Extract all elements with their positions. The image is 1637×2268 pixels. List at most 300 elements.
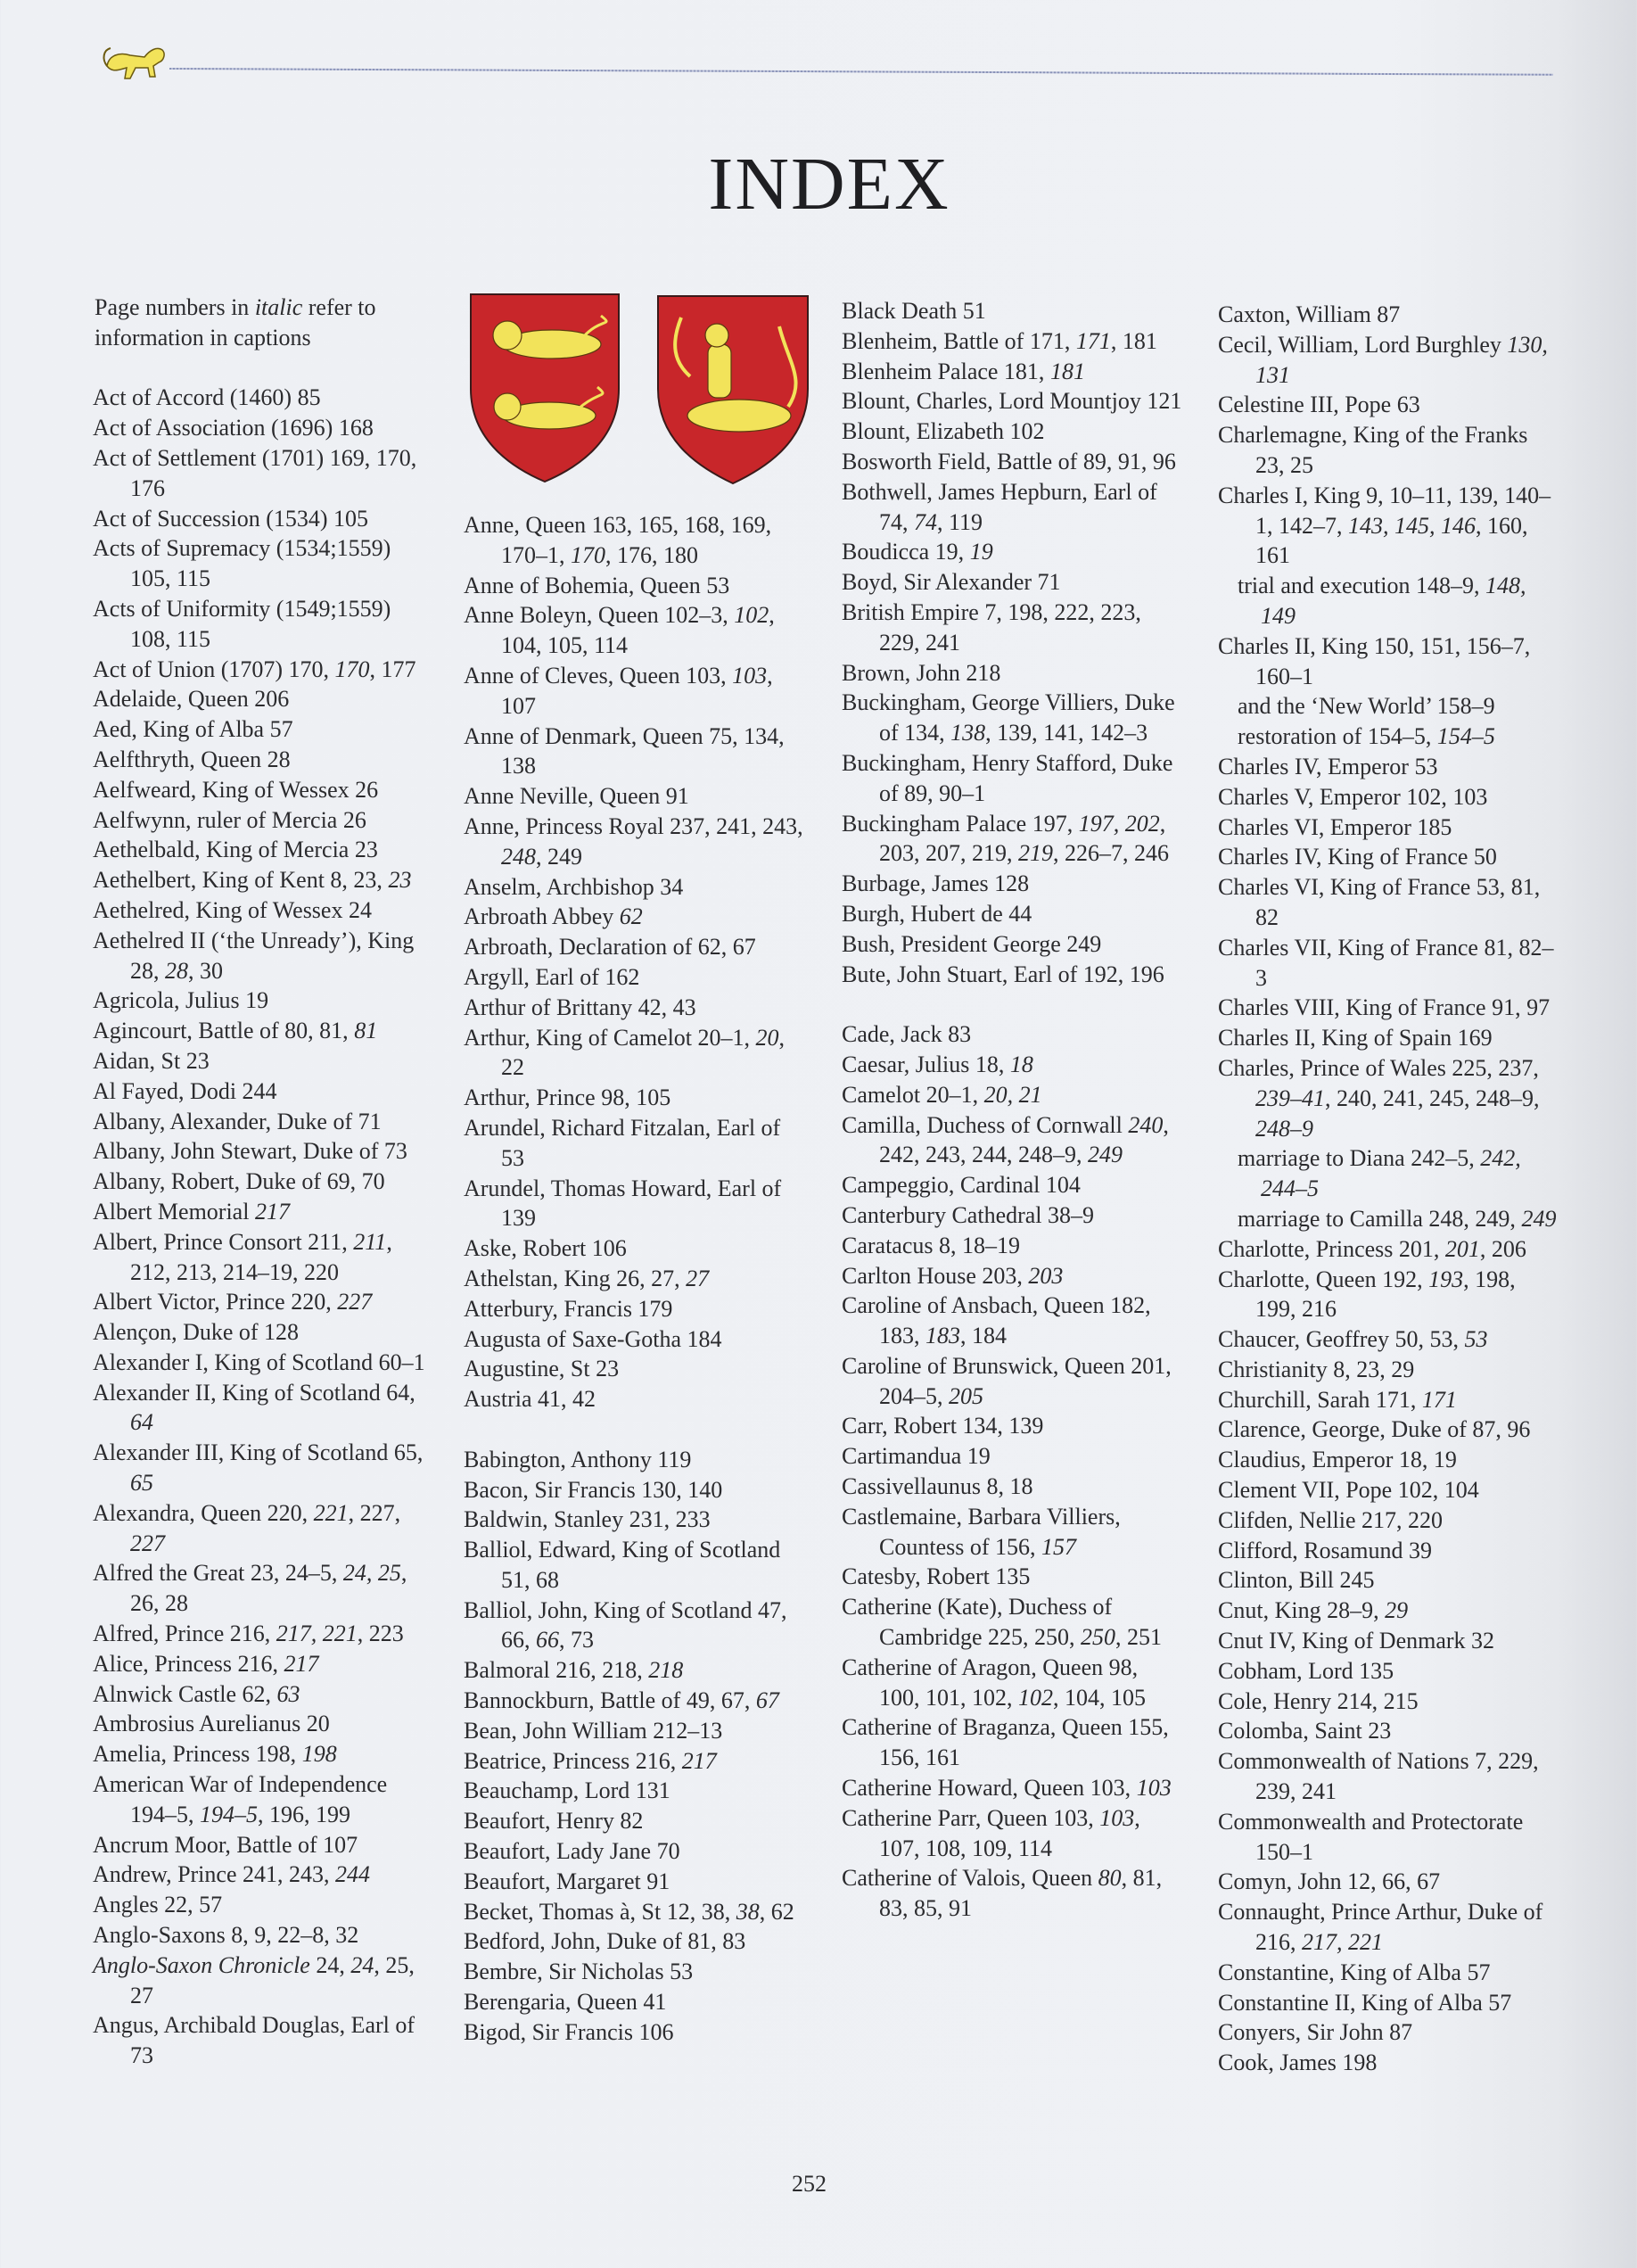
index-entry <box>93 1016 433 1046</box>
index-entry <box>842 1351 1182 1412</box>
index-entry <box>93 1136 433 1167</box>
caption-page-ref: 157 <box>1041 1533 1076 1560</box>
index-entry <box>93 865 433 895</box>
index-entry <box>842 748 1182 809</box>
entry-text: , 119 <box>937 508 983 535</box>
index-entry <box>1218 782 1559 812</box>
entry-text: Constantine II, King of Alba 57 <box>1218 1989 1512 2016</box>
entry-text: Agincourt, Battle of 80, 81, <box>93 1018 355 1044</box>
entry-text: , 176, 180 <box>605 541 698 568</box>
entry-text: Anne of Bohemia, Queen 53 <box>464 572 730 598</box>
caption-page-ref: 130, 131 <box>1255 331 1548 388</box>
entry-text: Arthur, Prince 98, 105 <box>464 1085 671 1111</box>
entry-text: Bigod, Sir Francis 106 <box>464 2018 674 2045</box>
index-entry <box>93 1679 433 1710</box>
entry-text: Arthur, King of Camelot 20–1, <box>464 1024 756 1051</box>
entry-text: Colomba, Saint 23 <box>1218 1718 1392 1744</box>
caption-page-ref: 248 <box>501 843 536 870</box>
index-entry <box>93 775 433 805</box>
entry-text: Agricola, Julius 19 <box>93 987 269 1014</box>
index-entry <box>464 1867 804 1897</box>
entry-text: , 104, 105 <box>1053 1684 1146 1711</box>
entry-text: Al Fayed, Dodi 244 <box>93 1077 277 1104</box>
entry-text: Anne, Queen 163, 165, 168, 169, 170–1, <box>464 512 772 568</box>
caption-page-ref: 201 <box>1444 1235 1480 1262</box>
entry-text: Act of Union (1707) 170, <box>93 656 335 682</box>
entry-text: Ambrosius Aurelianus 20 <box>93 1711 330 1737</box>
index-entry <box>464 1957 804 1987</box>
entry-text: Clifford, Rosamund 39 <box>1218 1537 1433 1563</box>
entry-text: Anne of Cleves, Queen 103, <box>464 662 733 689</box>
index-entry <box>93 413 433 443</box>
entry-text: , 81, 83, 85, 91 <box>879 1865 1163 1922</box>
entry-text: Bosworth Field, Battle of 89, 91, 96 <box>842 448 1176 474</box>
entry-text: Albany, John Stewart, Duke of 73 <box>93 1138 407 1165</box>
italic-note <box>93 293 433 353</box>
entry-text: Acts of Uniformity (1549;1559) 108, 115 <box>93 595 391 652</box>
index-entry <box>464 722 804 782</box>
entry-text: Bembre, Sir Nicholas 53 <box>464 1959 694 1985</box>
caption-page-ref: 181 <box>1049 358 1085 384</box>
caption-page-ref: 102 <box>734 602 769 629</box>
caption-page-ref: 170 <box>571 541 605 568</box>
caption-page-ref: 197, 202 <box>1078 810 1160 837</box>
entry-text: Albert Memorial <box>93 1198 255 1225</box>
entry-text: Charles II, King 150, 151, 156–7, 160–1 <box>1218 632 1531 689</box>
caption-page-ref: 19 <box>969 539 993 565</box>
caption-page-ref: 240 <box>1128 1111 1164 1138</box>
index-entry <box>93 2010 433 2071</box>
entry-text: Athelstan, King 26, 27, <box>464 1265 687 1291</box>
entry-text: Baldwin, Stanley 231, 233 <box>464 1506 711 1533</box>
index-entry <box>464 1445 804 1475</box>
entry-text: Acts of Supremacy (1534;1559) 105, 115 <box>93 535 391 592</box>
caption-page-ref: 103 <box>1099 1804 1135 1831</box>
entry-text: , 177 <box>369 656 416 682</box>
caption-page-ref: 67 <box>755 1687 779 1714</box>
entry-text: Camelot 20–1, <box>842 1081 984 1108</box>
caption-page-ref: 239–41 <box>1255 1085 1325 1111</box>
entry-text: Bush, President George 249 <box>842 930 1102 957</box>
entry-text: Buckingham, George Villiers, Duke of 134, <box>842 689 1175 746</box>
index-entry <box>464 1987 804 2017</box>
entry-text: Burgh, Hubert de 44 <box>842 900 1032 927</box>
caption-page-ref: 227 <box>337 1289 373 1315</box>
index-entry <box>464 1686 804 1716</box>
entry-text: Charlotte, Princess 201, <box>1218 1235 1445 1262</box>
entry-text: Alfred, Prince 216, <box>93 1621 276 1647</box>
caption-page-ref: 29 <box>1385 1597 1409 1624</box>
index-subentry <box>1218 691 1559 722</box>
entry-text: Charles VI, King of France 53, 81, 82 <box>1218 874 1541 930</box>
index-entry <box>1218 1807 1559 1868</box>
entry-text: Cobham, Lord 135 <box>1218 1657 1394 1684</box>
entry-text: Celestine III, Pope 63 <box>1218 392 1420 418</box>
index-entry <box>464 1264 804 1294</box>
index-entry <box>464 781 804 812</box>
index-entry <box>1218 1475 1559 1505</box>
entry-text: Charles, Prince of Wales 225, 237, <box>1218 1054 1539 1081</box>
index-entry <box>464 902 804 932</box>
entry-text: Aelfthryth, Queen 28 <box>93 746 291 772</box>
index-column-4 <box>1218 300 1559 2078</box>
index-entry <box>464 872 804 903</box>
index-entry <box>842 869 1182 899</box>
index-entry <box>842 386 1182 416</box>
entry-text: Argyll, Earl of 162 <box>464 963 640 990</box>
shield-two-lions-icon <box>471 294 619 482</box>
index-entry <box>1218 1958 1559 1988</box>
entry-text: Black Death 51 <box>842 298 986 324</box>
index-entry <box>93 1167 433 1197</box>
index-subentry <box>1218 1204 1559 1234</box>
index-entry <box>842 960 1182 990</box>
entry-text: , 196, 199 <box>258 1801 350 1827</box>
index-entry <box>842 1411 1182 1441</box>
index-entry <box>842 537 1182 567</box>
index-entry <box>842 326 1182 357</box>
caption-page-ref: Anglo-Saxon Chronicle <box>93 1951 310 1978</box>
entry-text: Bacon, Sir Francis 130, 140 <box>464 1476 723 1503</box>
caption-page-ref: 20 <box>755 1024 779 1051</box>
note-italic-word: italic <box>254 294 303 320</box>
entry-text: Carr, Robert 134, 139 <box>842 1413 1044 1439</box>
index-entry <box>1218 2017 1559 2048</box>
index-entry <box>842 1773 1182 1803</box>
entry-text: Albany, Alexander, Duke of 71 <box>93 1108 382 1134</box>
entry-text: Aed, King of Alba 57 <box>93 716 293 743</box>
index-entry <box>842 1472 1182 1502</box>
index-entry <box>464 600 804 661</box>
index-entry <box>93 926 433 986</box>
index-entry <box>93 443 433 504</box>
entry-text: Commonwealth of Nations 7, 229, 239, 241 <box>1218 1748 1539 1805</box>
index-entry <box>842 1863 1182 1924</box>
caption-page-ref: 217, 221 <box>276 1621 358 1647</box>
entry-text: Catherine of Aragon, Queen 98, 100, 101, 102, <box>842 1654 1139 1711</box>
entry-text: Campeggio, Cardinal 104 <box>842 1172 1081 1199</box>
caption-page-ref: 27 <box>686 1265 710 1291</box>
entry-text: Cecil, William, Lord Burghley <box>1218 331 1508 358</box>
entry-text: Buckingham, Henry Stafford, Duke of 89, 90–1 <box>842 749 1173 806</box>
index-entry <box>464 1926 804 1957</box>
index-entry <box>93 1709 433 1739</box>
index-entry <box>464 962 804 993</box>
entry-text: Balliol, John, King of Scotland 47, 66, <box>464 1596 787 1654</box>
entry-text: Aethelbald, King of Mercia 23 <box>93 837 378 863</box>
entry-text: Arundel, Thomas Howard, Earl of 139 <box>464 1175 782 1232</box>
caption-page-ref: 62 <box>619 903 643 930</box>
entry-text: , 198, 199, 216 <box>1255 1266 1516 1323</box>
index-entry <box>842 567 1182 598</box>
entry-text: Act of Accord (1460) 85 <box>93 384 321 411</box>
entry-text: and the ‘New World’ 158–9 <box>1238 693 1495 720</box>
letter-group-gap <box>464 1414 804 1445</box>
index-entry <box>842 598 1182 658</box>
entry-text: Atterbury, Francis 179 <box>464 1295 673 1322</box>
caption-page-ref: 217, 221 <box>1302 1929 1383 1956</box>
index-entry <box>93 1920 433 1950</box>
entry-text: Cole, Henry 214, 215 <box>1218 1687 1419 1714</box>
entry-text: , 249 <box>536 843 582 870</box>
entry-text: Cartimandua 19 <box>842 1443 991 1470</box>
index-entry <box>464 1897 804 1927</box>
caption-page-ref: 244 <box>334 1861 370 1888</box>
index-entry <box>464 1596 804 1656</box>
entry-text: Caroline of Ansbach, Queen 182, 183, <box>842 1292 1151 1349</box>
index-entry <box>93 1287 433 1317</box>
entry-text: Augustine, St 23 <box>464 1356 620 1382</box>
index-entry <box>93 805 433 836</box>
entry-text: Austria 41, 42 <box>464 1386 596 1413</box>
index-entry <box>842 477 1182 538</box>
caption-page-ref: 203 <box>1028 1262 1064 1289</box>
entry-text: , 181 <box>1110 327 1157 354</box>
index-entry <box>1218 1988 1559 2018</box>
entry-text: Catherine Howard, Queen 103, <box>842 1775 1137 1802</box>
entry-text: trial and execution 148–9, <box>1238 573 1485 599</box>
index-entry <box>842 357 1182 387</box>
caption-page-ref: 80 <box>1098 1865 1122 1892</box>
entry-text: Cnut, King 28–9, <box>1218 1597 1386 1624</box>
entry-text: marriage to Camilla 248, 249, <box>1238 1205 1522 1232</box>
entry-text: American War of Independence 194–5, <box>93 1771 388 1827</box>
index-entry <box>1218 1265 1559 1325</box>
entry-text: Albany, Robert, Duke of 69, 70 <box>93 1168 385 1195</box>
entry-text: Catherine of Valois, Queen <box>842 1865 1098 1892</box>
entry-text: Anglo-Saxons 8, 9, 22–8, 32 <box>93 1922 359 1949</box>
caption-page-ref: 198 <box>301 1741 337 1768</box>
index-entry <box>464 1475 804 1505</box>
index-entry <box>842 1261 1182 1291</box>
entry-text: , 184 <box>960 1323 1007 1349</box>
entry-text: Charles V, Emperor 102, 103 <box>1218 783 1488 810</box>
index-entry <box>464 812 804 872</box>
entry-text: Becket, Thomas à, St 12, 38, <box>464 1898 736 1925</box>
entry-text: Angus, Archibald Douglas, Earl of 73 <box>93 2012 415 2069</box>
index-entry <box>842 1170 1182 1200</box>
caption-page-ref: 171 <box>1075 327 1111 354</box>
entry-text: , 212, 213, 214–19, 220 <box>130 1228 392 1285</box>
entry-text: Alice, Princess 216, <box>93 1650 284 1677</box>
entry-text: Canterbury Cathedral 38–9 <box>842 1201 1095 1228</box>
index-entry <box>842 1110 1182 1171</box>
index-entry <box>1218 1324 1559 1355</box>
entry-text: , 206 <box>1479 1235 1526 1262</box>
index-column-1 <box>93 293 433 2071</box>
index-entry <box>93 1197 433 1227</box>
entry-text: , 30 <box>188 957 223 984</box>
entry-text: Arthur of Brittany 42, 43 <box>464 994 696 1020</box>
entry-text: Christianity 8, 23, 29 <box>1218 1356 1415 1382</box>
entry-text: Charles I, King 9, 10–11, 139, 140–1, 142–7, <box>1218 482 1551 539</box>
index-entry <box>1218 1355 1559 1385</box>
index-entry <box>1218 752 1559 782</box>
entry-text: Berengaria, Queen 41 <box>464 1989 667 2016</box>
entry-text: Alexandra, Queen 220, <box>93 1499 314 1526</box>
entry-text: , 107 <box>501 662 773 719</box>
index-entry <box>464 2017 804 2048</box>
index-entry <box>464 932 804 962</box>
entry-text: Blount, Charles, Lord Mountjoy 121 <box>842 388 1182 415</box>
entry-text: Alnwick Castle 62, <box>93 1680 277 1707</box>
entry-text: , 139, 141, 142–3 <box>985 720 1148 746</box>
entry-text: Balliol, Edward, King of Scotland 51, 68 <box>464 1537 781 1593</box>
note-text: refer to information in captions <box>95 294 376 351</box>
entry-text: Charlotte, Queen 192, <box>1218 1266 1429 1292</box>
index-entry <box>464 571 804 601</box>
index-entry <box>1218 1385 1559 1415</box>
index-entry <box>842 1231 1182 1261</box>
entry-text: , 73 <box>559 1627 594 1654</box>
index-entry <box>842 447 1182 477</box>
index-column-2 <box>464 510 804 2048</box>
caption-page-ref: 20, 21 <box>983 1081 1042 1108</box>
entry-text: Arbroath, Declaration of 62, 67 <box>464 934 756 961</box>
index-entry <box>464 1836 804 1867</box>
index-entry <box>1218 1867 1559 1897</box>
entry-text: , 62 <box>759 1898 794 1925</box>
entry-text: Aethelred II (‘the Unready’), King 28, <box>93 927 415 984</box>
index-entry <box>93 655 433 685</box>
caption-page-ref: 24 <box>350 1951 374 1978</box>
entry-text: Alexander II, King of Scotland 64, <box>93 1379 415 1406</box>
index-entry <box>464 1324 804 1355</box>
entry-text: Charlemagne, King of the Franks 23, 25 <box>1218 422 1528 478</box>
index-entry <box>1218 1656 1559 1687</box>
entry-text: Boudicca 19, <box>842 539 970 565</box>
caption-page-ref: 217 <box>284 1650 319 1677</box>
index-entry <box>93 1558 433 1619</box>
caption-page-ref: 74 <box>914 508 937 535</box>
index-entry <box>1218 2048 1559 2078</box>
lion-passant-icon <box>100 39 171 84</box>
entry-text: Beaufort, Margaret 91 <box>464 1868 670 1894</box>
caption-page-ref: 18 <box>1009 1051 1033 1077</box>
entry-text: Andrew, Prince 241, 243, <box>93 1861 335 1888</box>
entry-text: Beauchamp, Lord 131 <box>464 1777 670 1804</box>
entry-text: Clement VII, Pope 102, 104 <box>1218 1477 1479 1504</box>
caption-page-ref: 250 <box>1081 1624 1116 1651</box>
entry-text: Constantine, King of Alba 57 <box>1218 1959 1491 1985</box>
caption-page-ref: 53 <box>1464 1326 1488 1353</box>
index-entry <box>464 1113 804 1174</box>
caption-page-ref: 143, 145, 146 <box>1348 512 1476 539</box>
entry-text: Augusta of Saxe-Gotha 184 <box>464 1325 722 1352</box>
entry-text: Anne of Denmark, Queen 75, 134, 138 <box>464 722 785 779</box>
entry-text: , 104, 105, 114 <box>501 602 775 659</box>
entry-text: , 160, 161 <box>1255 512 1528 569</box>
note-text: Page numbers in <box>95 294 255 320</box>
entry-text: Alexander I, King of Scotland 60–1 <box>93 1348 425 1375</box>
index-entry <box>1218 1505 1559 1536</box>
index-entry <box>464 661 804 722</box>
index-entry <box>93 1619 433 1649</box>
index-subentry <box>1218 722 1559 752</box>
entry-text: Buckingham Palace 197, <box>842 810 1079 837</box>
entry-text: Aelfwynn, ruler of Mercia 26 <box>93 806 366 833</box>
entry-text: Caesar, Julius 18, <box>842 1051 1010 1077</box>
entry-text: British Empire 7, 198, 222, 223, 229, 241 <box>842 598 1141 656</box>
entry-text: Aske, Robert 106 <box>464 1235 627 1262</box>
index-entry <box>842 1441 1182 1472</box>
caption-page-ref: 64 <box>130 1409 153 1436</box>
index-entry <box>464 1535 804 1596</box>
entry-text: , 227, <box>348 1499 401 1526</box>
index-entry <box>93 1498 433 1559</box>
index-entry <box>464 1233 804 1264</box>
caption-page-ref: 171 <box>1421 1386 1457 1413</box>
entry-text: Anne, Princess Royal 237, 241, 243, <box>464 812 803 839</box>
index-entry <box>93 895 433 926</box>
entry-text: Charles VII, King of France 81, 82–3 <box>1218 934 1554 991</box>
index-entry <box>464 1083 804 1113</box>
entry-text: Comyn, John 12, 66, 67 <box>1218 1868 1441 1895</box>
index-entry <box>1218 1536 1559 1566</box>
entry-text: Blount, Elizabeth 102 <box>842 418 1045 445</box>
entry-text: Aethelbert, King of Kent 8, 23, <box>93 867 389 894</box>
index-entry <box>842 296 1182 326</box>
index-entry <box>93 1860 433 1890</box>
index-entry <box>464 1716 804 1746</box>
index-entry <box>842 1803 1182 1864</box>
caption-page-ref: 102 <box>1018 1684 1053 1711</box>
index-entry <box>93 1890 433 1920</box>
entry-text: Beatrice, Princess 216, <box>464 1747 682 1774</box>
index-subentry <box>1218 1143 1559 1204</box>
caption-page-ref: 63 <box>276 1680 300 1707</box>
index-entry <box>93 1076 433 1107</box>
entry-text: Ancrum Moor, Battle of 107 <box>93 1831 358 1858</box>
index-entry <box>93 1830 433 1860</box>
index-entry <box>93 745 433 775</box>
index-entry <box>464 1776 804 1806</box>
index-entry <box>842 1562 1182 1592</box>
index-entry <box>842 658 1182 689</box>
entry-text: Arundel, Richard Fitzalan, Earl of 53 <box>464 1114 781 1171</box>
caption-page-ref: 211 <box>353 1228 387 1255</box>
entry-text: Catherine (Kate), Duchess of Cambridge 225, 250, <box>842 1594 1113 1651</box>
index-column-3 <box>842 296 1182 1924</box>
entry-text: Clinton, Bill 245 <box>1218 1567 1375 1594</box>
caption-page-ref: 221 <box>313 1499 349 1526</box>
index-entry <box>464 1655 804 1686</box>
entry-text: Cassivellaunus 8, 18 <box>842 1473 1033 1500</box>
index-entry <box>464 1023 804 1084</box>
index-entry <box>842 688 1182 748</box>
index-entry <box>842 809 1182 870</box>
index-entry <box>93 1649 433 1679</box>
entry-text: Aelfweard, King of Wessex 26 <box>93 776 379 803</box>
index-entry <box>464 1294 804 1324</box>
entry-text: Alfred the Great 23, 24–5, <box>93 1560 343 1587</box>
index-entry <box>464 1505 804 1535</box>
index-entry <box>93 504 433 534</box>
entry-text: Charles VI, Emperor 185 <box>1218 813 1452 840</box>
index-entry <box>93 1438 433 1498</box>
index-entry <box>464 1746 804 1777</box>
entry-text: Beaufort, Henry 82 <box>464 1808 644 1835</box>
entry-text: Act of Succession (1534) 105 <box>93 505 369 532</box>
index-entry <box>842 1712 1182 1773</box>
index-entry <box>1218 842 1559 872</box>
entry-text: Bean, John William 212–13 <box>464 1717 723 1744</box>
entry-text: Charles II, King of Spain 169 <box>1218 1025 1493 1052</box>
entry-text: marriage to Diana 242–5, <box>1238 1145 1481 1172</box>
entry-text: Burbage, James 128 <box>842 870 1030 897</box>
caption-page-ref: 138 <box>950 720 986 746</box>
entry-text: Camilla, Duchess of Cornwall <box>842 1111 1129 1138</box>
